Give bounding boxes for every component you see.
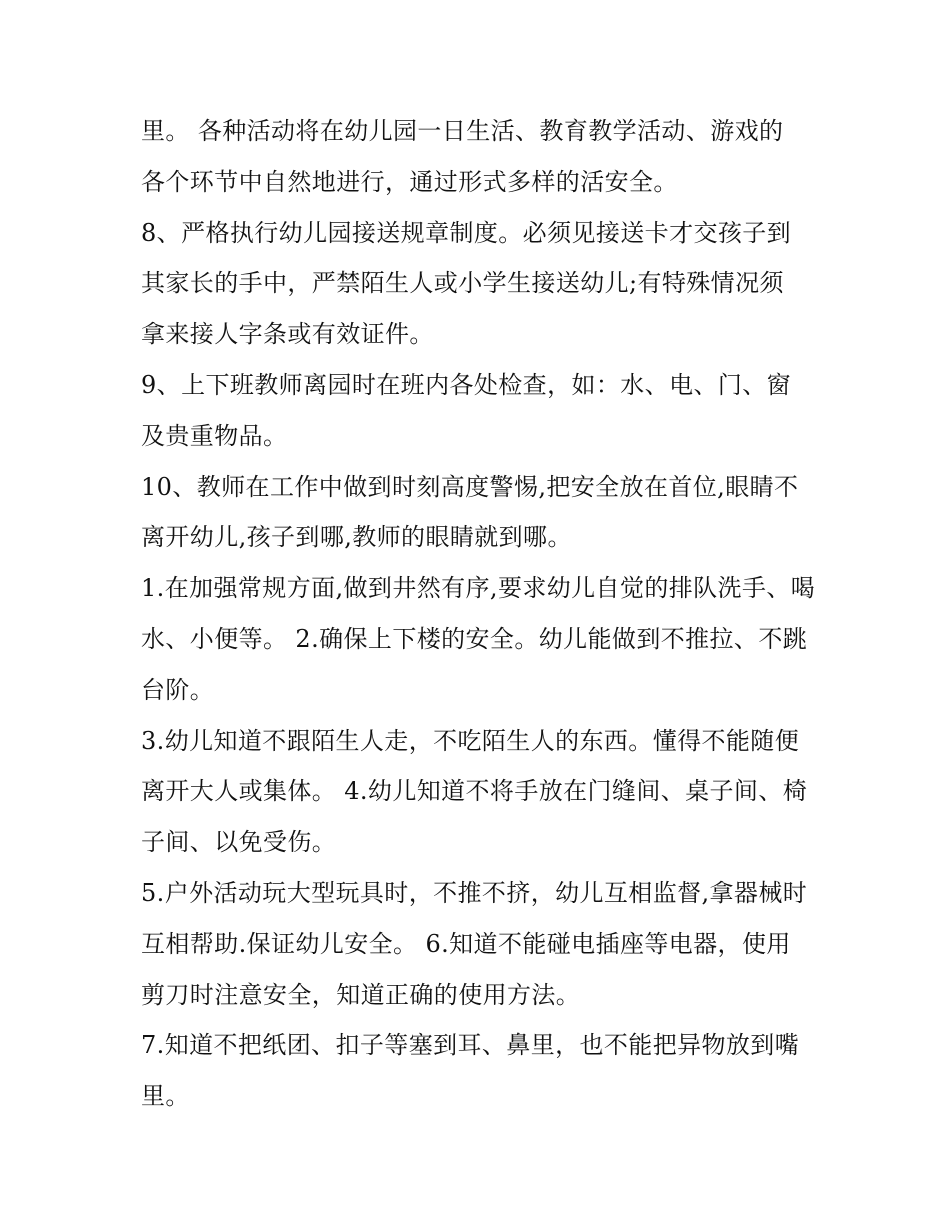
text-line: 台阶。 bbox=[141, 675, 215, 704]
text-line: 其家长的手中，严禁陌生人或小学生接送幼儿;有特殊情况须 bbox=[141, 269, 784, 298]
text-line: 离开幼儿,孩子到哪,教师的眼睛就到哪。 bbox=[141, 523, 572, 552]
text-line: 7.知道不把纸团、扣子等塞到耳、鼻里，也不能把异物放到嘴 bbox=[141, 1031, 800, 1060]
text-line: 里。 bbox=[141, 1082, 190, 1111]
text-line: 及贵重物品。 bbox=[141, 421, 288, 450]
text-line: 子间、以免受伤。 bbox=[141, 828, 337, 857]
document-body bbox=[141, 106, 821, 1122]
text-line: 剪刀时注意安全，知道正确的使用方法。 bbox=[141, 980, 581, 1009]
text-line: 互相帮助.保证幼儿安全。 6.知道不能碰电插座等电器，使用 bbox=[141, 929, 791, 958]
text-line: 各个环节中自然地进行，通过形式多样的活安全。 bbox=[141, 167, 678, 196]
text-line: 5.户外活动玩大型玩具时，不推不挤，幼儿互相监督,拿器械时 bbox=[141, 878, 808, 907]
text-line: 拿来接人字条或有效证件。 bbox=[141, 320, 434, 349]
text-line: 10、教师在工作中做到时刻高度警惕,把安全放在首位,眼睛不 bbox=[141, 472, 799, 501]
text-line: 离开大人或集体。 4.幼儿知道不将手放在门缝间、桌子间、椅 bbox=[141, 777, 808, 806]
text-line: 9、上下班教师离园时在班内各处检查，如：水、电、门、窗 bbox=[141, 370, 792, 399]
text-line: 里。 各种活动将在幼儿园一日生活、教育教学活动、游戏的 bbox=[141, 117, 784, 145]
text-line: 1.在加强常规方面,做到井然有序,要求幼儿自觉的排队洗手、喝 bbox=[141, 574, 816, 603]
text-line: 水、小便等。 2.确保上下楼的安全。幼儿能做到不推拉、不跳 bbox=[141, 624, 808, 653]
text-line: 3.幼儿知道不跟陌生人走，不吃陌生人的东西。懂得不能随便 bbox=[141, 726, 800, 755]
text-line: 8、严格执行幼儿园接送规章制度。必须见接送卡才交孩子到 bbox=[141, 218, 792, 247]
